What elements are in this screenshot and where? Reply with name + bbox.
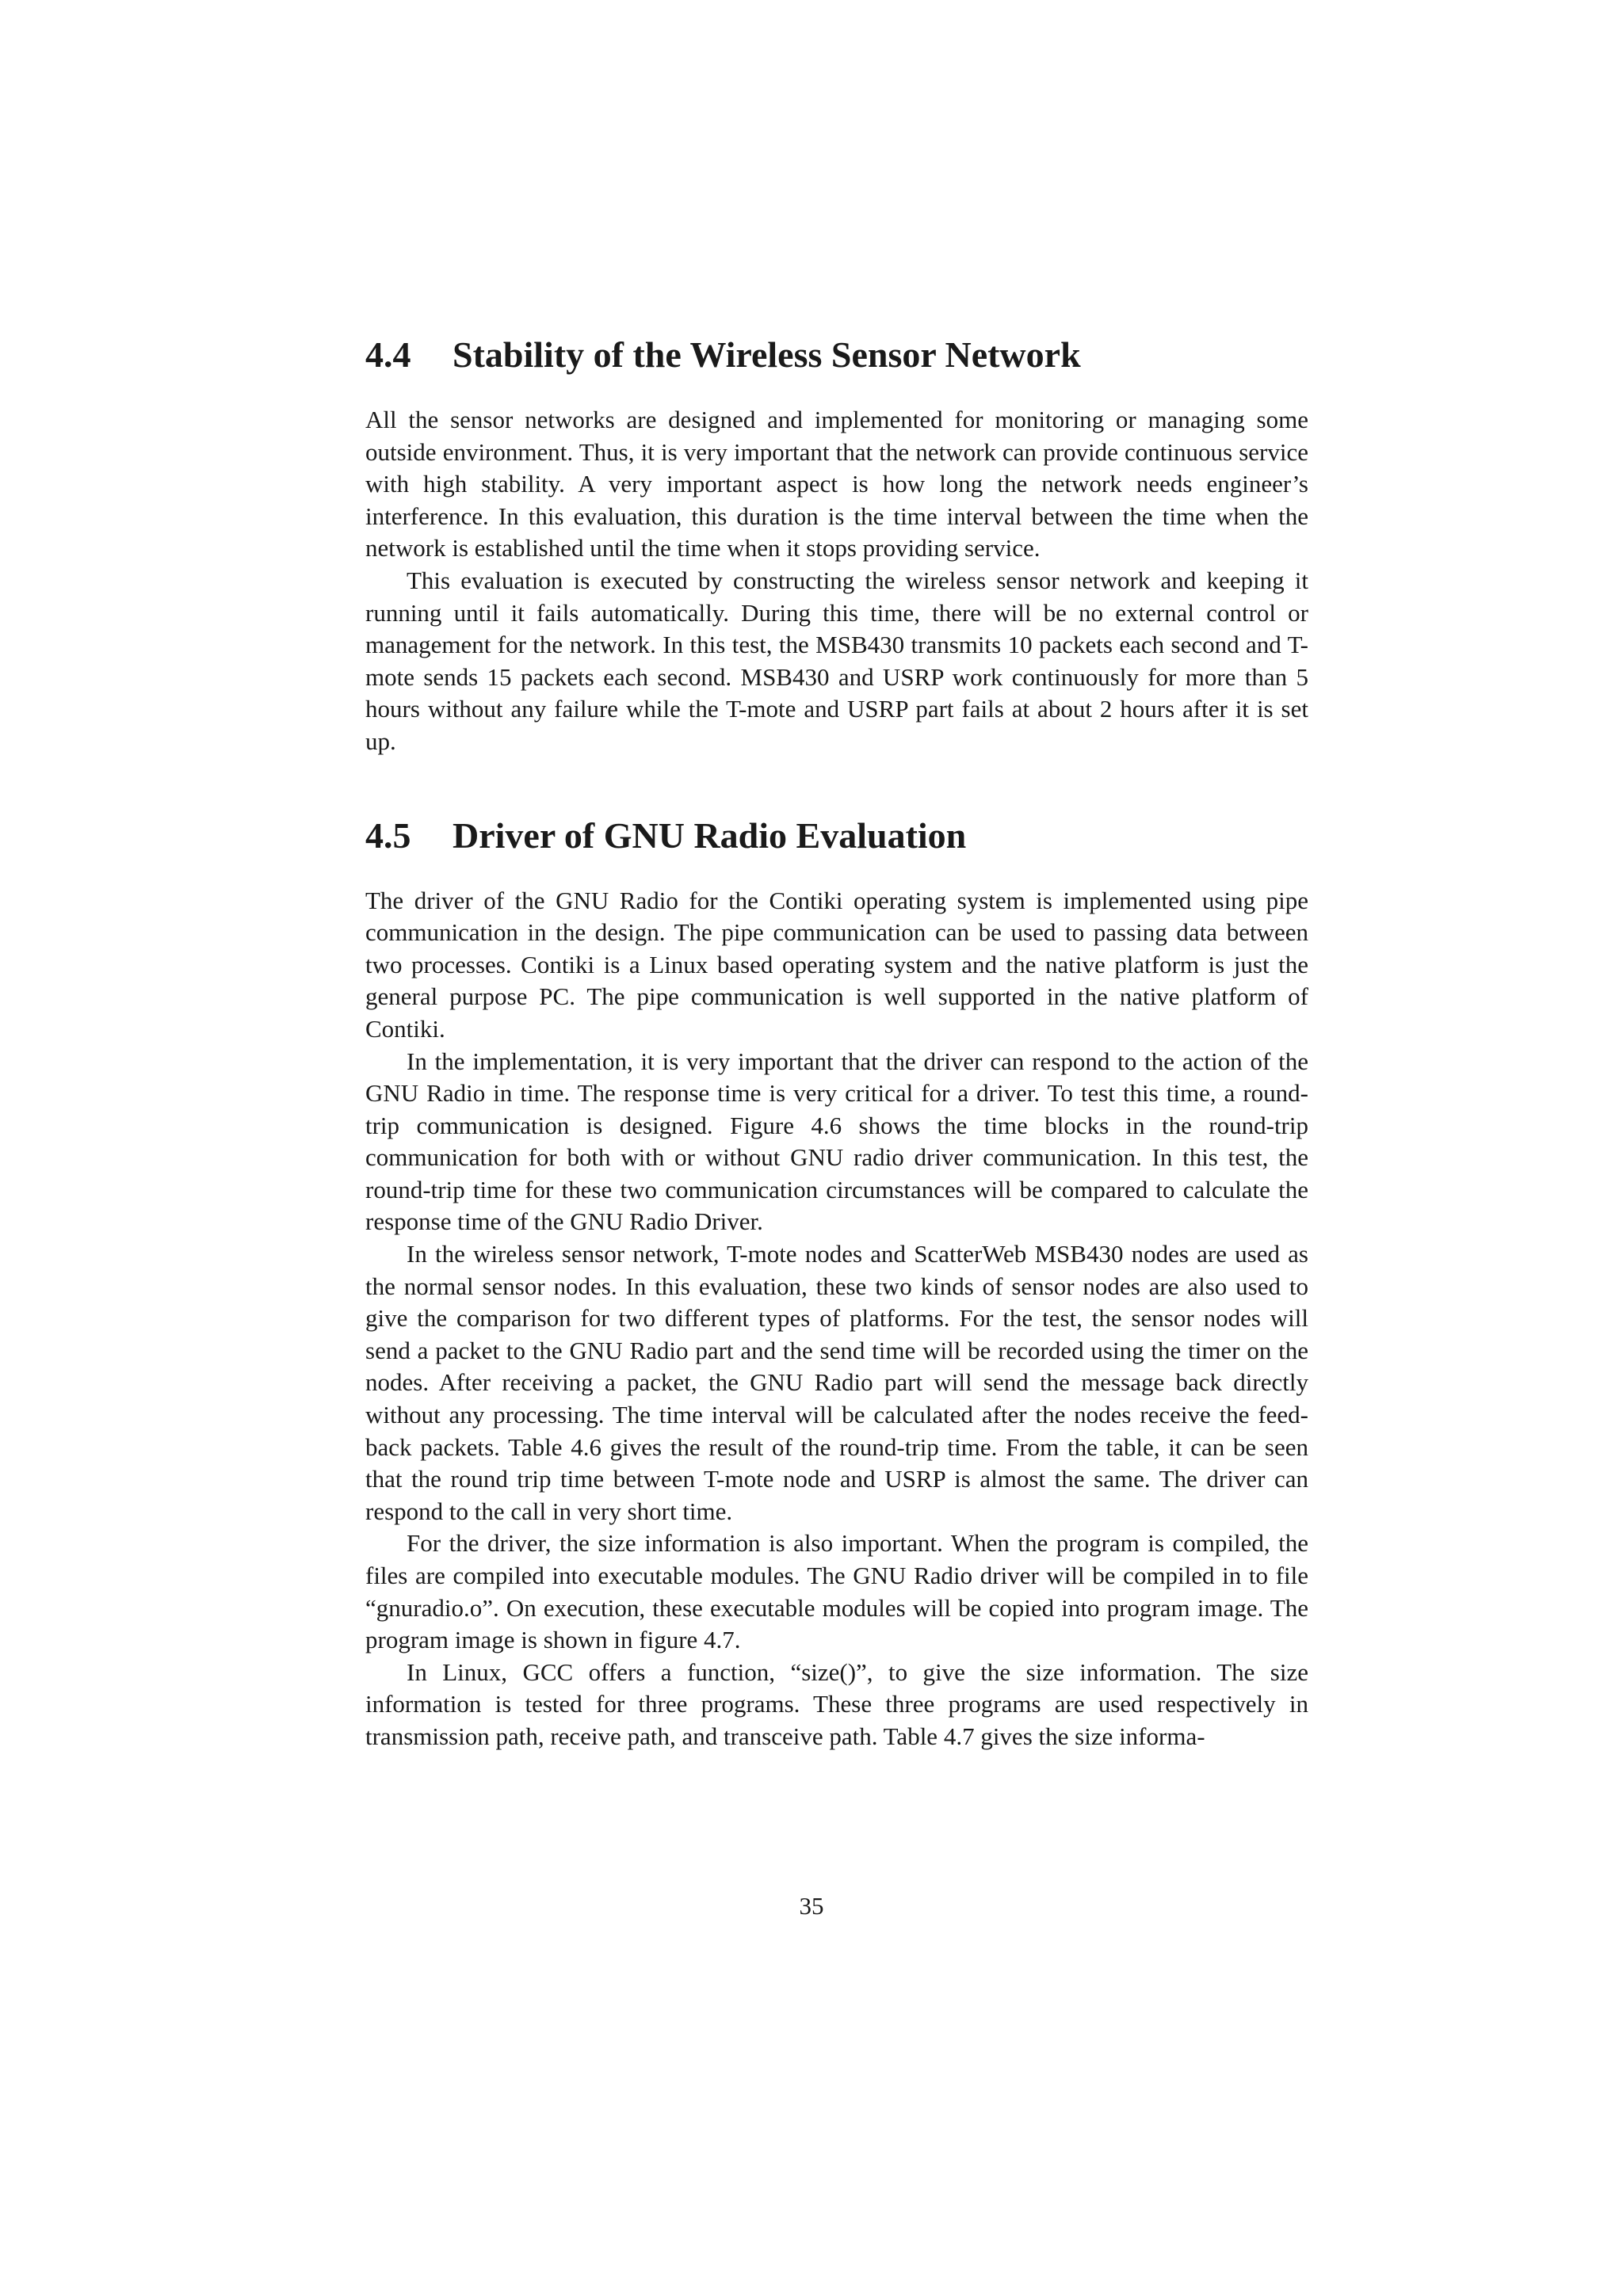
section-heading-4-4 [365, 333, 1308, 377]
paragraph: The driver of the GNU Radio for the Contiki operating system is implemented using pipe communication in the design. The pipe communication can be used to passing data between two processes. Contiki is a Linux based operating system and the native platform is just the general purpose PC. The pipe communication is well supported in the native platform of Contiki. [365, 886, 1308, 1043]
paragraph: For the driver, the size information is also important. When the program is compiled, the files are compiled into executable modules. The GNU Radio driver will be compiled in to file “gnuradio.o”. On execution, these executable modules will be copied into program image. The program image is shown in figure 4.7. [365, 1529, 1308, 1654]
section-title: Driver of GNU Radio Evaluation [453, 814, 967, 856]
section-heading-4-5 [365, 814, 1308, 858]
page-number: 35 [799, 1892, 824, 1920]
paragraph: In the implementation, it is very important that the driver can respond to the action of the GNU Radio in time. The response time is very critical for a driver. To test this time, a round-trip communication is designed. Figure 4.6 shows the time blocks in the round-trip communication for both with or without GNU radio driver communication. In this test, the round-trip time for these two communication circumstances will be compared to calculate the response time of the GNU Radio Driver. [365, 1047, 1308, 1236]
paragraph: All the sensor networks are designed and implemented for monitoring or managing some outside environment. Thus, it is very important that the network can provide continuous service with high stability. A very important aspect is how long the network needs engineer’s interference. In this evaluation, this duration is the time interval between the time when the network is established until the time when it stops providing service. [365, 406, 1308, 563]
paragraph: In the wireless sensor network, T-mote nodes and ScatterWeb MSB430 nodes are used as the normal sensor nodes. In this evaluation, these two kinds of sensor nodes are also used to give the comparison for two different types of platforms. For the test, the sensor nodes will send a packet to the GNU Radio part and the send time will be recorded using the timer on the nodes. After receiving a packet, the GNU Radio part will send the message back directly without any processing. The time interval will be calculated after the nodes receive the feed-back packets. Table 4.6 gives the result of the round-trip time. From the table, it can be seen that the round trip time between T-mote node and USRP is almost the same. The driver can respond to the call in very short time. [365, 1240, 1308, 1525]
page-body [365, 333, 1308, 1753]
section-number: 4.4 [365, 334, 411, 375]
section-number: 4.5 [365, 814, 411, 856]
paragraph: This evaluation is executed by constructing the wireless sensor network and keeping it running until it fails automatically. During this time, there will be no external control or management for the network. In this test, the MSB430 transmits 10 packets each second and T-mote sends 15 packets each second. MSB430 and USRP work continuously for more than 5 hours without any failure while the T-mote and USRP part fails at about 2 hours after it is set up. [365, 566, 1308, 755]
section-title: Stability of the Wireless Sensor Network [453, 334, 1081, 375]
paragraph: In Linux, GCC offers a function, “size()”, to give the size information. The size information is tested for three programs. These three programs are used respectively in transmission path, receive path, and transceive path. Table 4.7 gives the size informa- [365, 1657, 1308, 1750]
